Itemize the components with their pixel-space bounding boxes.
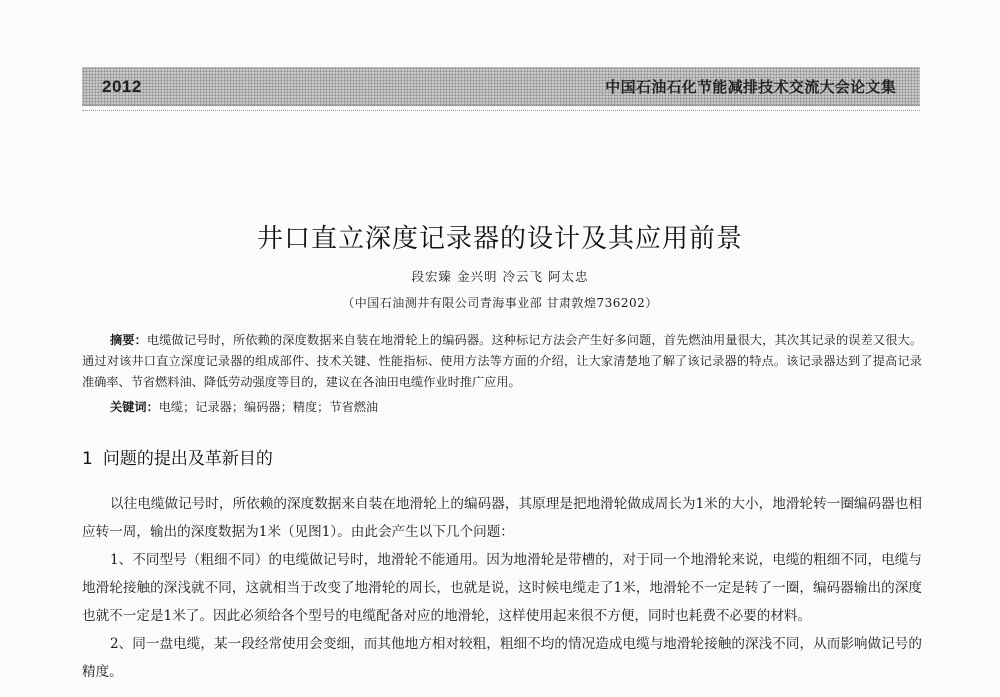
header-proceedings-title: 中国石油石化节能减排技术交流大会论文集 [605, 78, 896, 96]
body-paragraph: 1、不同型号（粗细不同）的电缆做记号时，地滑轮不能通用。因为地滑轮是带槽的，对于同一个地滑轮来说，电缆的粗细不同，电缆与地滑轮接触的深浅就不同，这就相当于改变了地滑轮的周长，也就是说，这时候电缆走了1米，地滑轮不一定是转了一圈，编码器输出的深度也就不一定是1米了。因此必须给各个型号的电缆配备对应的地滑轮，这样使用起来很不方便，同时也耗费不必要的材料。 [82, 552, 922, 624]
body-paragraph: 以往电缆做记号时，所依赖的深度数据来自装在地滑轮上的编码器，其原理是把地滑轮做成周长为1米的大小，地滑轮转一圈编码器也相应转一周，输出的深度数据为1米（见图1）。由此会产生以下几个问题： [82, 496, 922, 540]
running-header [82, 67, 920, 106]
section-number: 1 [82, 449, 93, 469]
section-heading [82, 444, 273, 469]
body-text [82, 490, 922, 686]
body-paragraph: 2、同一盘电缆，某一段经常使用会变细，而其他地方相对较粗，粗细不均的情况造成电缆与地滑轮接触的深浅不同，从而影响做记号的精度。 [82, 636, 922, 680]
header-year: 2012 [102, 77, 142, 96]
abstract-text: 电缆做记号时，所依赖的深度数据来自装在地滑轮上的编码器。这种标记方法会产生好多问题，首先燃油用量很大，其次其记录的误差又很大。通过对该井口直立深度记录器的组成部件、技术关键、性能指标、使用方法等方面的介绍，让大家清楚地了解了该记录器的特点。该记录器达到了提高记录准确率、节省燃料油、降低劳动强度等目的，建议在各油田电缆作业时推广应用。 [82, 333, 923, 389]
paper-authors: 段宏臻 金兴明 冷云飞 阿太忠 [411, 269, 589, 284]
abstract-label: 摘要： [110, 333, 147, 347]
paper-title: 井口直立深度记录器的设计及其应用前景 [256, 224, 743, 254]
section-title: 问题的提出及革新目的 [102, 449, 273, 469]
keywords-label: 关键词： [110, 400, 159, 414]
keywords [110, 398, 378, 415]
keywords-text: 电缆；记录器；编码器；精度；节省燃油 [158, 400, 379, 414]
header-divider [82, 110, 920, 111]
abstract [82, 330, 922, 393]
paper-affiliation: （中国石油测井有限公司青海事业部 甘肃敦煌736202） [342, 296, 658, 310]
